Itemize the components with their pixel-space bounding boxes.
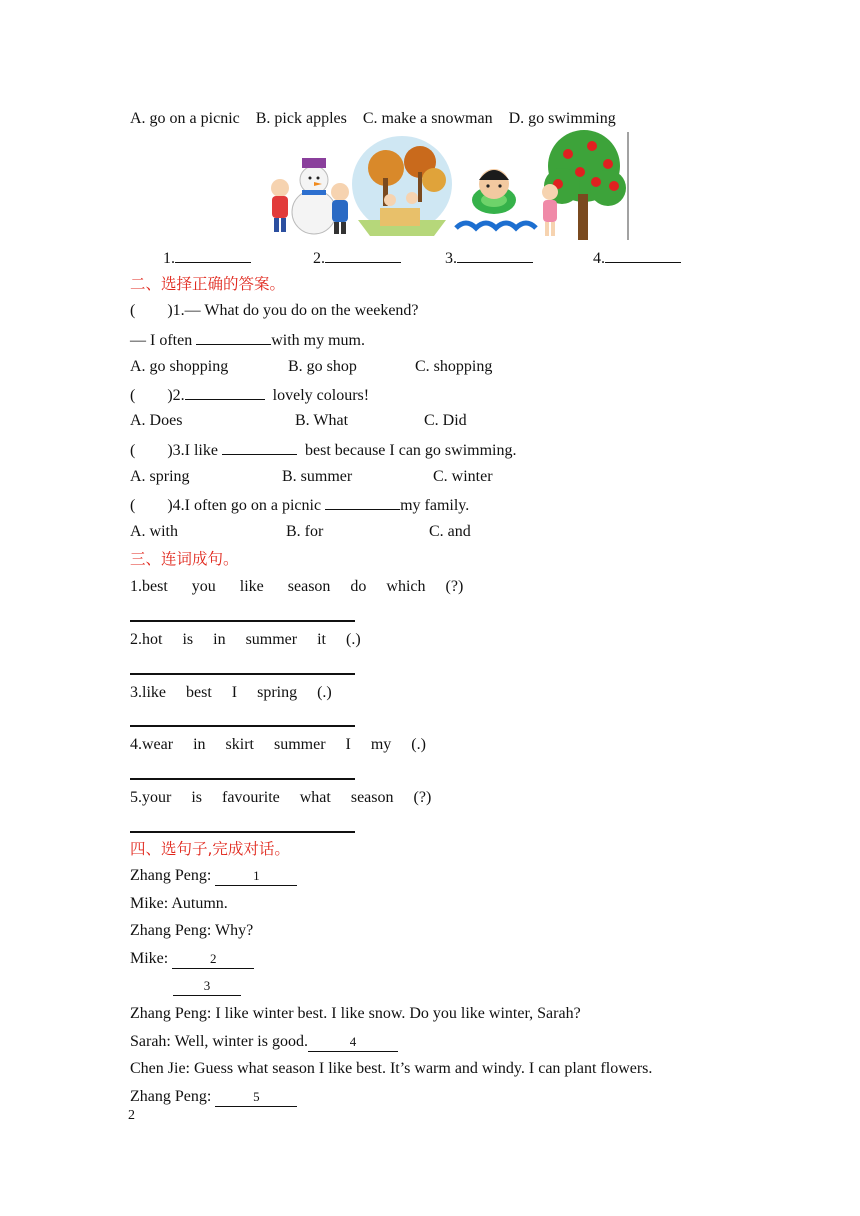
question-3: ( )3.I like best because I can go swimming.	[130, 439, 516, 461]
dialogue-line-4: Mike: 2	[130, 949, 254, 969]
swimming-picture	[456, 169, 536, 228]
section-heading-4: 四、选句子,完成对话。	[130, 840, 290, 858]
numbered-blank-3[interactable]: 3	[173, 979, 241, 996]
answer-blank[interactable]	[605, 247, 681, 263]
section-heading-2: 二、选择正确的答案。	[130, 275, 286, 293]
answer-line-3[interactable]	[130, 725, 355, 727]
numbered-blank-4[interactable]: 4	[308, 1035, 398, 1052]
answer-blank[interactable]	[185, 384, 265, 400]
question-4: ( )4.I often go on a picnic my family.	[130, 494, 469, 516]
page-number: 2	[128, 1108, 135, 1123]
word-order-2: 2.hot is in summer it (.)	[130, 631, 361, 648]
question-1-sentence: — I often with my mum.	[130, 329, 365, 351]
word-order-1: 1.best you like season do which (?)	[130, 578, 464, 595]
dialogue-line-3: Zhang Peng: Why?	[130, 922, 254, 939]
picture-answer-4: 4.	[593, 247, 681, 269]
answer-blank[interactable]	[196, 329, 271, 345]
picture-answer-2: 2.	[313, 247, 401, 269]
answer-line-1[interactable]	[130, 620, 355, 622]
picture-answer-1: 1.	[163, 247, 251, 269]
dialogue-line-8: Chen Jie: Guess what season I like best. It’s warm and windy. I can plant flowers.	[130, 1060, 653, 1077]
snowman-picture	[271, 158, 349, 234]
word-order-4: 4.wear in skirt summer I my (.)	[130, 736, 426, 753]
apple-tree-picture	[542, 130, 628, 240]
dialogue-line-5	[173, 976, 241, 996]
question-2: ( )2. lovely colours!	[130, 384, 369, 406]
dialogue-line-1: Zhang Peng: 1	[130, 866, 297, 886]
answer-blank[interactable]	[457, 247, 533, 263]
numbered-blank-2[interactable]: 2	[172, 952, 254, 969]
answer-blank[interactable]	[222, 439, 297, 455]
numbered-blank-5[interactable]: 5	[215, 1090, 297, 1107]
answer-line-2[interactable]	[130, 673, 355, 675]
activity-pictures	[262, 128, 630, 242]
word-order-5: 5.your is favourite what season (?)	[130, 789, 432, 806]
dialogue-line-2: Mike: Autumn.	[130, 895, 228, 912]
answer-line-4[interactable]	[130, 778, 355, 780]
answer-blank[interactable]	[325, 494, 400, 510]
answer-blank[interactable]	[175, 247, 251, 263]
picnic-picture	[352, 136, 452, 236]
activity-options: A. go on a picnic B. pick apples C. make a snowman D. go swimming	[130, 110, 616, 127]
dialogue-line-7: Sarah: Well, winter is good. 4	[130, 1032, 398, 1052]
dialogue-line-9: Zhang Peng: 5	[130, 1087, 297, 1107]
picture-answer-3: 3.	[445, 247, 533, 269]
numbered-blank-1[interactable]: 1	[215, 869, 297, 886]
answer-blank[interactable]	[325, 247, 401, 263]
answer-line-5[interactable]	[130, 831, 355, 833]
dialogue-line-6: Zhang Peng: I like winter best. I like snow. Do you like winter, Sarah?	[130, 1005, 581, 1022]
section-heading-3: 三、连词成句。	[130, 550, 239, 568]
word-order-3: 3.like best I spring (.)	[130, 684, 332, 701]
question-1: ( )1.— What do you do on the weekend?	[130, 302, 419, 319]
